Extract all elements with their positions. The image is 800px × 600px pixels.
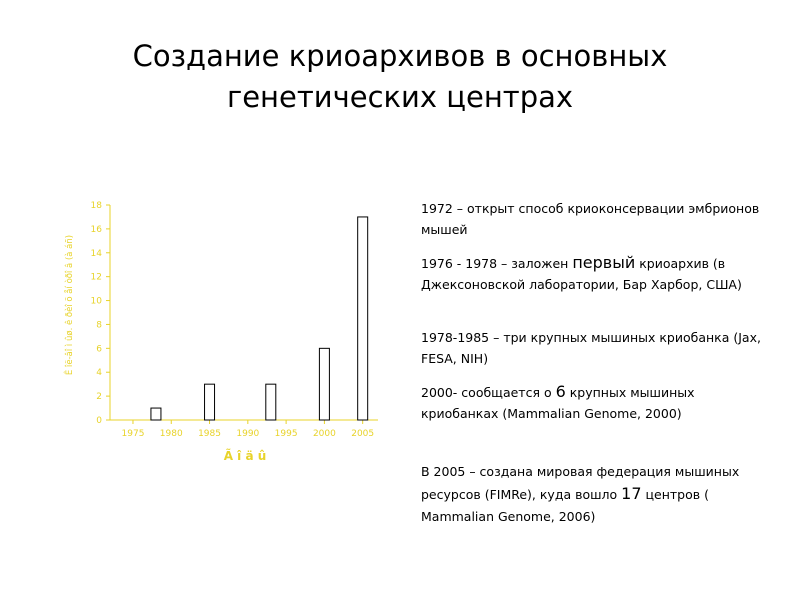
y-tick-label: 10 — [90, 296, 102, 307]
x-tick-label: 1990 — [236, 429, 260, 439]
bar — [205, 384, 215, 420]
note-1978: 1978-1985 – три крупных мышиных криобанка (Jax, FESA, NIH) — [421, 330, 761, 366]
y-tick-label: 2 — [96, 392, 102, 403]
y-axis-label: Ê îë-âî ì ûø. ê ðèî ö åí òðî â (à áñ) — [65, 234, 75, 376]
x-tick-label: 1985 — [198, 429, 221, 439]
y-tick-label: 4 — [96, 368, 102, 379]
y-tick-label: 16 — [90, 224, 102, 235]
x-tick-label: 2005 — [351, 429, 375, 439]
y-tick-label: 18 — [90, 201, 102, 211]
x-tick-label: 1995 — [274, 429, 298, 439]
x-axis-label: Ã î ä û — [223, 449, 267, 463]
bars — [151, 217, 368, 420]
y-tick-label: 8 — [96, 320, 102, 331]
slide-title — [0, 36, 800, 118]
x-tick-label: 2000 — [312, 429, 336, 439]
slide-title-line-1: Создание криоархивов в основных — [132, 39, 668, 73]
y-tick-label: 14 — [90, 248, 102, 259]
slide-title-line-2: генетических центрах — [226, 80, 574, 114]
bar — [319, 348, 329, 420]
bar — [358, 217, 368, 420]
notes — [421, 198, 761, 527]
bar — [151, 408, 161, 420]
bar-chart — [60, 185, 390, 475]
y-ticks — [91, 201, 110, 426]
note-1976: 1976 - 1978 – заложен первый криоархив (в Джексоновской лаборатории, Бар Харбор, США) — [421, 253, 742, 292]
x-ticks — [122, 420, 375, 439]
chart-axes — [110, 205, 378, 420]
bar — [266, 384, 276, 420]
x-tick-label: 1980 — [159, 429, 183, 439]
note-2000: 2000- сообщается о 6 крупных мышиных криобанках (Mammalian Genome, 2000) — [421, 382, 695, 421]
x-tick-label: 1975 — [121, 429, 145, 439]
y-tick-label: 12 — [90, 272, 102, 283]
y-tick-label: 6 — [96, 344, 102, 355]
note-2005: В 2005 – создана мировая федерация мышиных ресурсов (FIMRe), куда вошло 17 центров ( Mammalian Genome, 2006) — [421, 464, 740, 524]
y-tick-label: 0 — [96, 416, 102, 426]
note-1972: 1972 – открыт способ криоконсервации эмбрионов мышей — [421, 201, 760, 237]
